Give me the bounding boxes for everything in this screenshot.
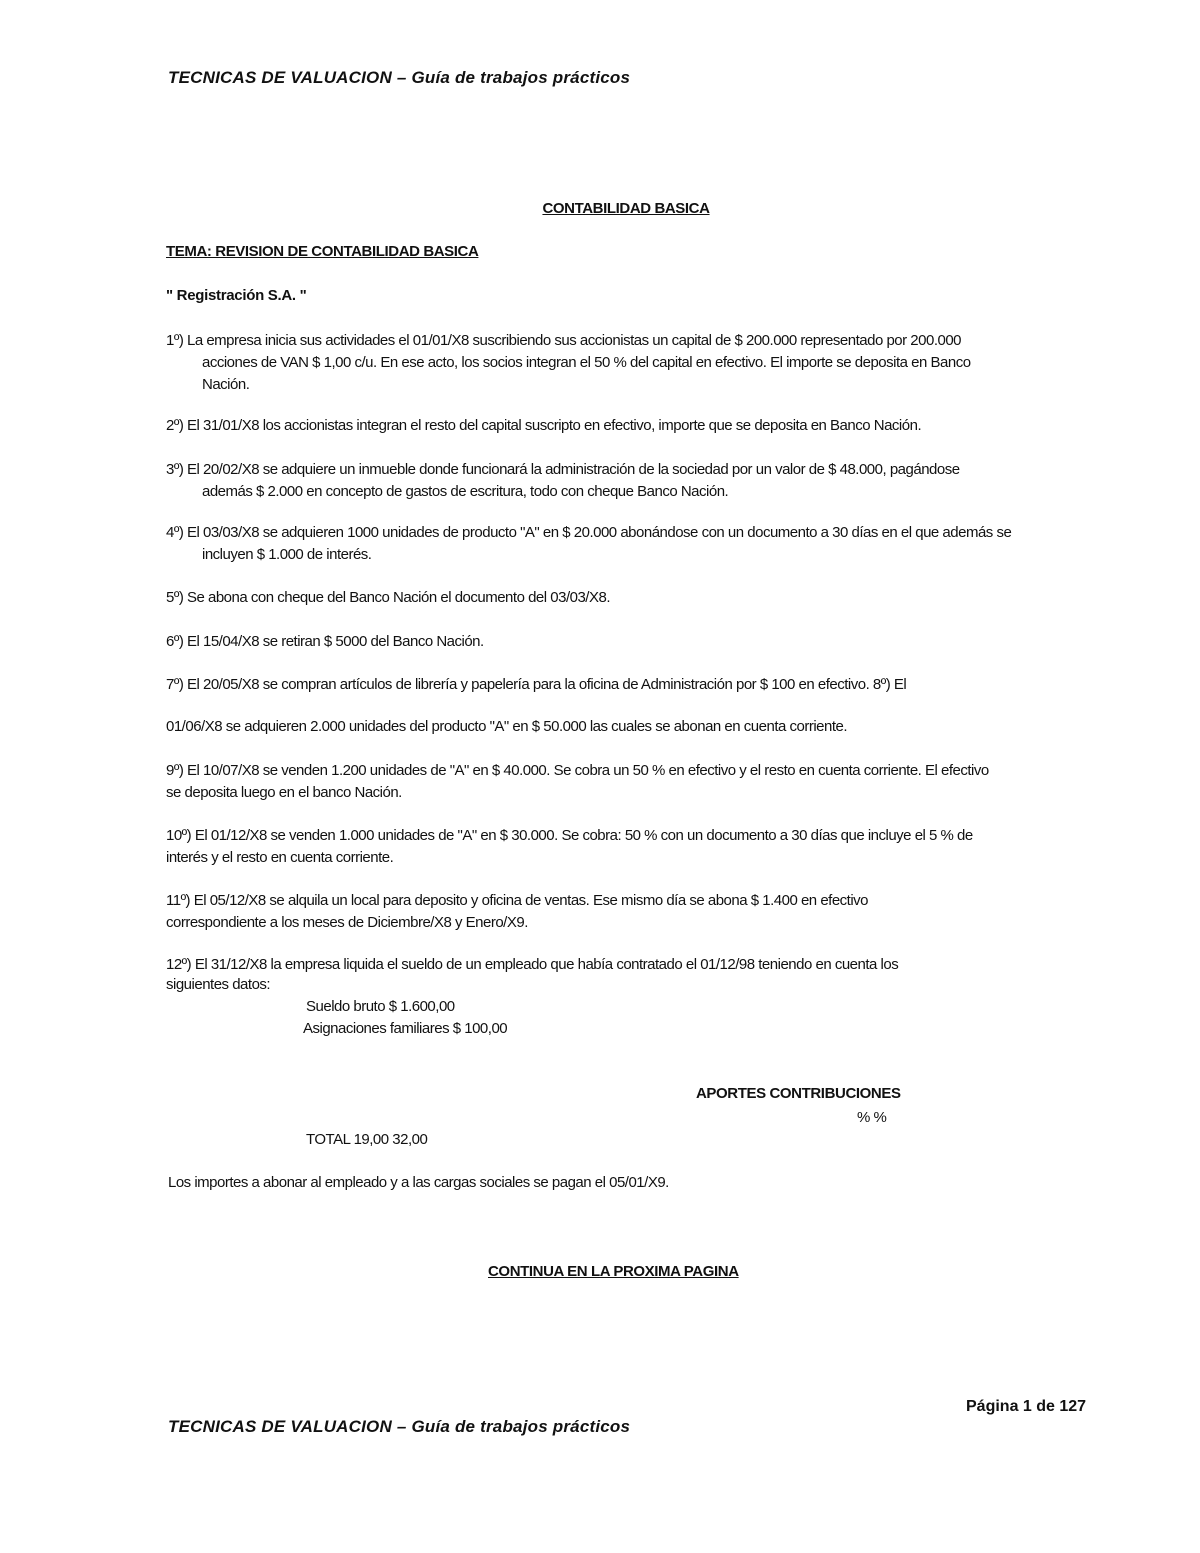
item-9-line-1: 9º) El 10/07/X8 se venden 1.200 unidades de "A" en $ 40.000. Se cobra un 50 % en efectivo y el resto en cuenta corriente. El efectivo <box>166 762 989 779</box>
exercise-item-11 <box>166 890 1106 934</box>
sueldo-bruto: Sueldo bruto $ 1.600,00 <box>306 998 455 1015</box>
exercise-item-7: 7º) El 20/05/X8 se compran artículos de librería y papelería para la oficina de Administración por $ 100 en efectivo. 8º) El <box>166 676 907 693</box>
item-9-line-2: se deposita luego en el banco Nación. <box>166 784 402 801</box>
total-row: TOTAL 19,00 32,00 <box>306 1131 428 1148</box>
item-11-line-2: correspondiente a los meses de Diciembre/X8 y Enero/X9. <box>166 914 528 931</box>
exercise-item-9 <box>166 760 1106 804</box>
continue-notice: CONTINUA EN LA PROXIMA PAGINA <box>488 1263 739 1280</box>
item-12-line-1: 12º) El 31/12/X8 la empresa liquida el sueldo de un empleado que había contratado el 01/12/98 teniendo en cuenta los <box>166 956 899 973</box>
topic-heading: TEMA: REVISION DE CONTABILIDAD BASICA <box>166 243 479 260</box>
page-footer-title: TECNICAS DE VALUACION – Guía de trabajos prácticos <box>168 1417 631 1436</box>
exercise-item-2: 2º) El 31/01/X8 los accionistas integran el resto del capital suscripto en efectivo, importe que se deposita en Banco Nación. <box>166 417 922 434</box>
exercise-item-6: 6º) El 15/04/X8 se retiran $ 5000 del Banco Nación. <box>166 633 484 650</box>
aportes-contribuciones-heading: APORTES CONTRIBUCIONES <box>696 1085 901 1102</box>
closing-paragraph: Los importes a abonar al empleado y a las cargas sociales se pagan el 05/01/X9. <box>168 1174 669 1191</box>
percent-symbols: % % <box>857 1109 887 1126</box>
exercise-item-12 <box>166 955 1106 995</box>
exercise-item-8: 01/06/X8 se adquieren 2.000 unidades del producto "A" en $ 50.000 las cuales se abonan en cuenta corriente. <box>166 718 848 735</box>
item-1-line-2: acciones de VAN $ 1,00 c/u. En ese acto, los socios integran el 50 % del capital en efectivo. El importe se deposita en Banco <box>202 354 971 371</box>
item-11-line-1: 11º) El 05/12/X8 se alquila un local para deposito y oficina de ventas. Ese mismo día se abona $ 1.400 en efectivo <box>166 892 869 909</box>
exercise-item-5: 5º) Se abona con cheque del Banco Nación el documento del 03/03/X8. <box>166 589 610 606</box>
exercise-item-1 <box>166 330 1098 396</box>
item-4-line-1: 4º) El 03/03/X8 se adquieren 1000 unidades de producto "A" en $ 20.000 abonándose con un documento a 30 días en el que además se <box>166 524 1012 541</box>
exercise-item-3 <box>166 459 1066 503</box>
exercise-item-4 <box>166 522 1106 566</box>
page-number: Página 1 de 127 <box>966 1398 1087 1415</box>
item-12-line-2: siguientes datos: <box>166 976 271 993</box>
company-name: " Registración S.A. " <box>166 287 307 304</box>
asignaciones-familiares: Asignaciones familiares $ 100,00 <box>303 1020 508 1037</box>
item-3-line-2: además $ 2.000 en concepto de gastos de escritura, todo con cheque Banco Nación. <box>202 483 729 500</box>
page-header-title: TECNICAS DE VALUACION – Guía de trabajos prácticos <box>168 68 631 87</box>
item-4-line-2: incluyen $ 1.000 de interés. <box>202 546 372 563</box>
item-1-line-3: Nación. <box>202 376 250 393</box>
exercise-item-10 <box>166 825 1106 869</box>
item-10-line-1: 10º) El 01/12/X8 se venden 1.000 unidades de "A" en $ 30.000. Se cobra: 50 % con un documento a 30 días que incluye el 5 % de <box>166 827 973 844</box>
item-1-line-1: 1º) La empresa inicia sus actividades el 01/01/X8 suscribiendo sus accionistas un capital de $ 200.000 representado por 200.000 <box>166 332 962 349</box>
item-10-line-2: interés y el resto en cuenta corriente. <box>166 849 394 866</box>
section-title: CONTABILIDAD BASICA <box>542 200 710 217</box>
item-3-line-1: 3º) El 20/02/X8 se adquiere un inmueble donde funcionará la administración de la sociedad por un valor de $ 48.000, pagándose <box>166 461 960 478</box>
